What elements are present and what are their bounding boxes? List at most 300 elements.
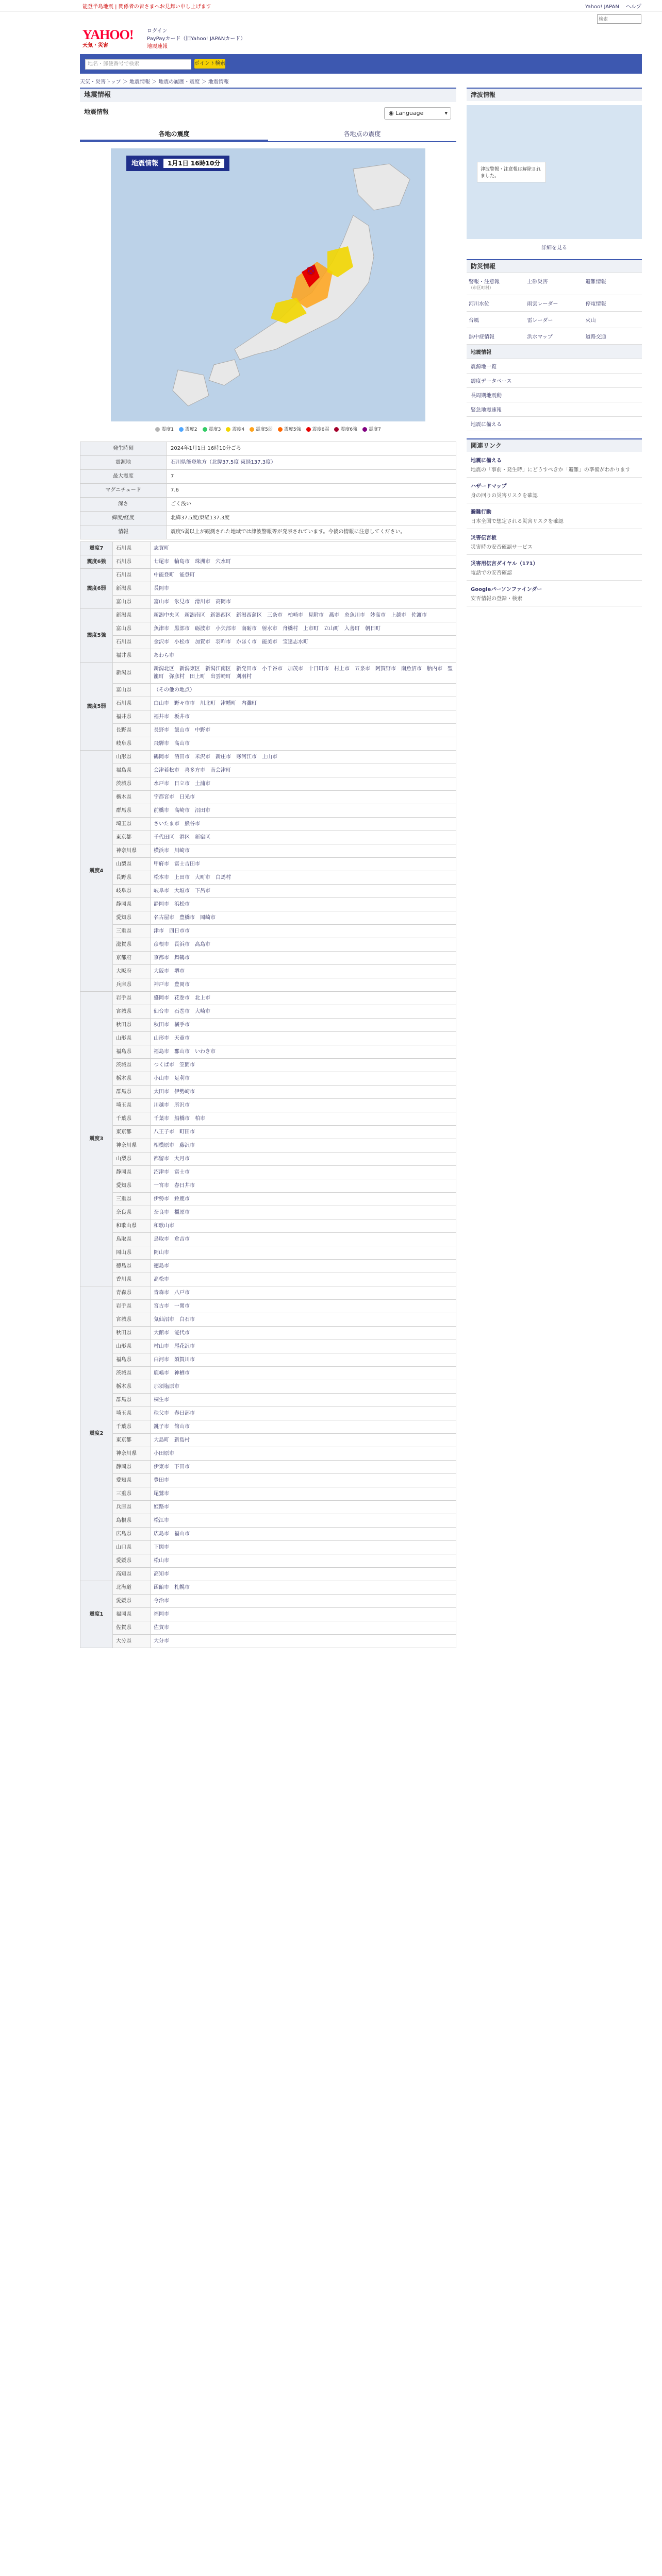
prefecture-name: 神奈川県 xyxy=(113,1139,151,1153)
intensity-legend xyxy=(111,426,425,432)
town-list[interactable]: 広島市 福山市 xyxy=(151,1528,456,1541)
town-list[interactable]: 下関市 xyxy=(151,1541,456,1554)
legend-swatch xyxy=(250,427,254,432)
intensity-row xyxy=(80,569,456,582)
header-search-input[interactable] xyxy=(597,14,641,24)
intensity-row xyxy=(80,622,456,636)
town-list[interactable]: 千葉市 船橋市 柏市 xyxy=(151,1112,456,1126)
town-list[interactable]: 盛岡市 花巻市 北上市 xyxy=(151,992,456,1005)
related-block[interactable] xyxy=(467,555,642,581)
breadcrumb[interactable]: 天気・災害トップ ＞ 地震情報 ＞ 地震の履歴・震度 ＞ 地震情報 xyxy=(80,79,229,85)
sidebar xyxy=(467,88,642,606)
intensity-row xyxy=(80,663,456,684)
intensity-row xyxy=(80,710,456,724)
prefecture-name: 山形県 xyxy=(113,1032,151,1045)
intensity-row xyxy=(80,1032,456,1045)
quake-links-head: 地震情報 xyxy=(467,345,642,359)
legend-item: 震度4 xyxy=(226,426,244,432)
town-list[interactable]: 一宮市 春日井市 xyxy=(151,1179,456,1193)
intensity-row xyxy=(80,1407,456,1420)
intensity-row xyxy=(80,1541,456,1554)
intensity-row xyxy=(80,1313,456,1327)
prefecture-name: 宮城県 xyxy=(113,1005,151,1019)
prefecture-name: 栃木県 xyxy=(113,791,151,804)
bousai-link[interactable] xyxy=(584,273,642,295)
town-list[interactable]: 仙台市 石巻市 大崎市 xyxy=(151,1005,456,1019)
quake-link[interactable]: 地震に備える xyxy=(467,417,642,431)
intensity-row xyxy=(80,818,456,831)
town-list[interactable]: 秋田市 横手市 xyxy=(151,1019,456,1032)
prefecture-name: 兵庫県 xyxy=(113,1501,151,1514)
intensity-level: 震度6強 xyxy=(80,555,113,569)
intensity-row xyxy=(80,1286,456,1300)
prefecture-name: 鳥取県 xyxy=(113,1233,151,1246)
town-list[interactable]: 都留市 大月市 xyxy=(151,1153,456,1166)
town-list[interactable]: 高知市 xyxy=(151,1568,456,1581)
bousai-link[interactable] xyxy=(584,312,642,328)
prefecture-name: 神奈川県 xyxy=(113,844,151,858)
intensity-row xyxy=(80,1447,456,1461)
town-list[interactable]: 伊東市 下田市 xyxy=(151,1461,456,1474)
intensity-row xyxy=(80,1233,456,1246)
town-list[interactable]: 富山市 氷見市 滑川市 高岡市 xyxy=(151,596,456,609)
town-list[interactable]: 今治市 xyxy=(151,1595,456,1608)
quake-flash-link[interactable]: 地震速報 xyxy=(147,44,168,49)
town-list[interactable]: 飛騨市 高山市 xyxy=(151,737,456,751)
intensity-row xyxy=(80,1340,456,1353)
nav-search-bar xyxy=(80,54,642,74)
info-key: 震源地 xyxy=(80,456,167,470)
prefecture-name: 宮城県 xyxy=(113,1313,151,1327)
prefecture-name: 富山県 xyxy=(113,622,151,636)
info-row xyxy=(80,512,456,526)
town-list[interactable]: 長岡市 xyxy=(151,582,456,596)
prefecture-name: 秋田県 xyxy=(113,1327,151,1340)
login-link[interactable]: ログイン xyxy=(147,28,168,34)
prefecture-name: 奈良県 xyxy=(113,1206,151,1219)
prefecture-name: 岩手県 xyxy=(113,992,151,1005)
related-link-title[interactable]: 地震に備える xyxy=(471,458,502,464)
legend-item: 震度5強 xyxy=(278,426,301,432)
prefecture-name: 山形県 xyxy=(113,751,151,764)
town-list[interactable]: 尾鷲市 xyxy=(151,1487,456,1501)
intensity-row xyxy=(80,885,456,898)
prefecture-name: 石川県 xyxy=(113,542,151,555)
related-link-title[interactable]: 災害用伝言ダイヤル（171） xyxy=(471,561,538,567)
intensity-row xyxy=(80,636,456,649)
town-list[interactable]: 和歌山市 xyxy=(151,1219,456,1233)
town-list[interactable]: 徳島市 xyxy=(151,1260,456,1273)
town-list[interactable]: 松江市 xyxy=(151,1514,456,1528)
info-value: 2024年1月1日 16時10分ごろ xyxy=(167,442,456,456)
town-list[interactable]: 岡山市 xyxy=(151,1246,456,1260)
prefecture-name: 静岡県 xyxy=(113,898,151,911)
town-list[interactable]: 甲府市 富士吉田市 xyxy=(151,858,456,871)
prefecture-name: 福島県 xyxy=(113,764,151,777)
intensity-row xyxy=(80,751,456,764)
intensity-row xyxy=(80,1353,456,1367)
town-list[interactable]: 川越市 所沢市 xyxy=(151,1099,456,1112)
intensity-row xyxy=(80,542,456,555)
prefecture-name: 群馬県 xyxy=(113,1086,151,1099)
prefecture-name: 徳島県 xyxy=(113,1260,151,1273)
town-list[interactable]: 岐阜市 大垣市 下呂市 xyxy=(151,885,456,898)
info-key: 緯度/経度 xyxy=(80,512,167,526)
town-list[interactable]: 青森市 八戸市 xyxy=(151,1286,456,1300)
intensity-row xyxy=(80,1367,456,1380)
related-link-title[interactable]: ハザードマップ xyxy=(471,484,507,489)
town-list[interactable]: 大阪市 堺市 xyxy=(151,965,456,978)
related-block[interactable] xyxy=(467,478,642,503)
related-block[interactable] xyxy=(467,581,642,606)
intensity-row xyxy=(80,911,456,925)
town-list[interactable]: 神戸市 豊岡市 xyxy=(151,978,456,992)
intensity-row xyxy=(80,1086,456,1099)
legend-swatch xyxy=(203,427,207,432)
quake-link[interactable]: 震源地一覧 xyxy=(467,359,642,374)
info-row xyxy=(80,442,456,456)
prefecture-name: 福島県 xyxy=(113,1353,151,1367)
town-list[interactable]: 鳥取市 倉吉市 xyxy=(151,1233,456,1246)
town-list[interactable]: 彦根市 長浜市 高島市 xyxy=(151,938,456,952)
town-list[interactable]: 村山市 尾花沢市 xyxy=(151,1340,456,1353)
language-select[interactable]: ◉ Language ▾ xyxy=(384,107,451,120)
intensity-row xyxy=(80,1045,456,1059)
intensity-row xyxy=(80,1581,456,1595)
intensity-row xyxy=(80,764,456,777)
intensity-level: 震度1 xyxy=(80,1581,113,1648)
bousai-link[interactable] xyxy=(525,295,583,312)
town-list[interactable]: 沼津市 富士市 xyxy=(151,1166,456,1179)
prefecture-name: 三重県 xyxy=(113,925,151,938)
intensity-level: 震度7 xyxy=(80,542,113,555)
tab-point-intensity[interactable]: 各地点の震度 xyxy=(343,130,381,138)
town-list[interactable]: 魚津市 黒部市 砺波市 小矢部市 南砺市 射水市 舟橋村 上市町 立山町 入善町 朝日町 xyxy=(151,622,456,636)
town-list[interactable]: つくば市 笠間市 xyxy=(151,1059,456,1072)
prefecture-name: 神奈川県 xyxy=(113,1447,151,1461)
prefecture-name: 群馬県 xyxy=(113,804,151,818)
town-list[interactable]: あわら市 xyxy=(151,649,456,663)
intensity-row xyxy=(80,777,456,791)
bousai-link[interactable] xyxy=(584,295,642,312)
paypay-card-link[interactable]: PayPayカード（旧Yahoo! JAPANカード） xyxy=(147,36,246,42)
related-link-desc: 電話での安否確認 xyxy=(471,570,512,576)
town-list[interactable]: 福岡市 xyxy=(151,1608,456,1621)
town-list[interactable]: 金沢市 小松市 加賀市 羽咋市 かほく市 能美市 宝達志水町 xyxy=(151,636,456,649)
legend-swatch xyxy=(226,427,230,432)
prefecture-name: 北海道 xyxy=(113,1581,151,1595)
prefecture-name: 静岡県 xyxy=(113,1166,151,1179)
intensity-row xyxy=(80,596,456,609)
bousai-link-label: 避難情報 xyxy=(585,279,606,285)
intensity-row xyxy=(80,1621,456,1635)
info-key: 深さ xyxy=(80,498,167,512)
town-list[interactable]: 太田市 伊勢崎市 xyxy=(151,1086,456,1099)
related-links xyxy=(467,452,642,606)
legend-item: 震度5弱 xyxy=(250,426,273,432)
prefecture-name: 新潟県 xyxy=(113,582,151,596)
legend-item: 震度1 xyxy=(155,426,174,432)
town-list[interactable]: 大館市 能代市 xyxy=(151,1327,456,1340)
quake-info-table xyxy=(80,442,456,539)
bousai-link-label: 警報・注意報 xyxy=(469,279,500,285)
tab-area-intensity[interactable]: 各地の震度 xyxy=(80,127,268,141)
info-key: マグニチュード xyxy=(80,484,167,498)
prefecture-name: 佐賀県 xyxy=(113,1621,151,1635)
bousai-link-label: 停電情報 xyxy=(585,301,606,307)
prefecture-name: 愛知県 xyxy=(113,1474,151,1487)
town-list[interactable]: 松山市 xyxy=(151,1554,456,1568)
town-list[interactable]: 秩父市 春日部市 xyxy=(151,1407,456,1420)
intensity-row xyxy=(80,1300,456,1313)
town-list[interactable]: 水戸市 日立市 土浦市 xyxy=(151,777,456,791)
intensity-row xyxy=(80,925,456,938)
town-list[interactable]: 伊勢市 鈴鹿市 xyxy=(151,1193,456,1206)
prefecture-name: 栃木県 xyxy=(113,1072,151,1086)
intensity-tabs xyxy=(80,127,456,142)
section-title: 地震情報 xyxy=(84,108,109,115)
prefecture-name: 愛媛県 xyxy=(113,1554,151,1568)
bousai-link[interactable] xyxy=(525,312,583,328)
town-list[interactable]: （その他の地点） xyxy=(151,684,456,697)
related-block[interactable] xyxy=(467,529,642,555)
intensity-row xyxy=(80,555,456,569)
quake-link[interactable]: 長周期地震動 xyxy=(467,388,642,402)
top-bar xyxy=(0,0,662,12)
town-list[interactable]: 中能登町 能登町 xyxy=(151,569,456,582)
town-list[interactable]: 佐賀市 xyxy=(151,1621,456,1635)
bousai-link[interactable] xyxy=(525,273,583,295)
prefecture-name: 富山県 xyxy=(113,684,151,697)
prefecture-name: 山梨県 xyxy=(113,1153,151,1166)
town-list[interactable]: 津市 四日市市 xyxy=(151,925,456,938)
info-value: 震度5弱以上が観測された地域では津波警報等が発表されています。今後の情報に注意してください。 xyxy=(167,526,456,539)
intensity-row xyxy=(80,1514,456,1528)
page-title: 地震情報 xyxy=(80,88,456,102)
prefecture-name: 京都府 xyxy=(113,952,151,965)
prefecture-name: 埼玉県 xyxy=(113,818,151,831)
prefecture-name: 長野県 xyxy=(113,724,151,737)
town-list[interactable]: 鹿嶋市 神栖市 xyxy=(151,1367,456,1380)
intensity-row xyxy=(80,844,456,858)
town-list[interactable]: 小山市 足利市 xyxy=(151,1072,456,1086)
prefecture-name: 愛知県 xyxy=(113,1179,151,1193)
town-list[interactable]: 七尾市 輪島市 珠洲市 穴水町 xyxy=(151,555,456,569)
town-list[interactable]: 宮古市 一関市 xyxy=(151,1300,456,1313)
related-link-title[interactable]: 避難行動 xyxy=(471,510,491,515)
intensity-row xyxy=(80,1394,456,1407)
quake-link[interactable]: 震度データベース xyxy=(467,374,642,388)
intensity-level: 震度2 xyxy=(80,1286,113,1581)
bousai-link-label: 洪水マップ xyxy=(527,334,553,340)
town-list[interactable]: 奈良市 橿原市 xyxy=(151,1206,456,1219)
town-list[interactable]: 桐生市 xyxy=(151,1394,456,1407)
related-link-title[interactable]: 災害伝言板 xyxy=(471,535,496,541)
bousai-link-label: 道路交通 xyxy=(585,334,606,340)
intensity-row xyxy=(80,737,456,751)
town-list[interactable]: 小田原市 xyxy=(151,1447,456,1461)
town-list[interactable]: 銚子市 館山市 xyxy=(151,1420,456,1434)
tsunami-map[interactable] xyxy=(467,105,642,239)
bousai-link[interactable] xyxy=(467,328,525,345)
info-row xyxy=(80,498,456,512)
town-list[interactable]: 八王子市 町田市 xyxy=(151,1126,456,1139)
point-search-button[interactable]: ポイント検索 xyxy=(194,59,225,69)
intensity-row xyxy=(80,1072,456,1086)
prefecture-name: 千葉県 xyxy=(113,1420,151,1434)
town-list[interactable]: 大分市 xyxy=(151,1635,456,1648)
town-list[interactable]: 千代田区 港区 新宿区 xyxy=(151,831,456,844)
quake-links xyxy=(467,359,642,431)
legend-swatch xyxy=(155,427,160,432)
map-date: 1月1日 16時10分 xyxy=(163,159,224,168)
town-list[interactable]: 松本市 上田市 大町市 白馬村 xyxy=(151,871,456,885)
prefecture-name: 新潟県 xyxy=(113,663,151,684)
intensity-row xyxy=(80,978,456,992)
bousai-link-label: 土砂災害 xyxy=(527,279,548,285)
earthquake-map[interactable] xyxy=(111,148,425,421)
bousai-link[interactable] xyxy=(467,295,525,312)
intensity-row xyxy=(80,1139,456,1153)
town-list[interactable]: 姫路市 xyxy=(151,1501,456,1514)
prefecture-name: 新潟県 xyxy=(113,609,151,622)
intensity-row xyxy=(80,1420,456,1434)
town-list[interactable]: 宇都宮市 日光市 xyxy=(151,791,456,804)
prefecture-name: 東京都 xyxy=(113,1126,151,1139)
prefecture-name: 石川県 xyxy=(113,569,151,582)
prefecture-name: 大分県 xyxy=(113,1635,151,1648)
town-list[interactable]: 志賀町 xyxy=(151,542,456,555)
town-list[interactable]: 山形市 天童市 xyxy=(151,1032,456,1045)
related-link-desc: 災害時の安否確認サービス xyxy=(471,545,533,550)
bousai-link[interactable] xyxy=(584,328,642,345)
prefecture-name: 秋田県 xyxy=(113,1019,151,1032)
prefecture-name: 石川県 xyxy=(113,555,151,569)
legend-item: 震度7 xyxy=(362,426,381,432)
intensity-row xyxy=(80,1501,456,1514)
intensity-row xyxy=(80,1528,456,1541)
town-list[interactable]: 福井市 坂井市 xyxy=(151,710,456,724)
intensity-row xyxy=(80,858,456,871)
town-list[interactable]: 白山市 野々市市 川北町 津幡町 内灘町 xyxy=(151,697,456,710)
prefecture-name: 島根県 xyxy=(113,1514,151,1528)
info-row xyxy=(80,470,456,484)
prefecture-name: 愛知県 xyxy=(113,911,151,925)
quake-link[interactable]: 緊急地震速報 xyxy=(467,402,642,417)
related-block[interactable] xyxy=(467,452,642,478)
info-key: 発生時刻 xyxy=(80,442,167,456)
bousai-link[interactable] xyxy=(525,328,583,345)
town-list[interactable]: 前橋市 高崎市 沼田市 xyxy=(151,804,456,818)
prefecture-name: 東京都 xyxy=(113,1434,151,1447)
info-value: 石川県能登地方（北緯37.5度 東経137.3度） xyxy=(167,456,456,470)
info-value: 7.6 xyxy=(167,484,456,498)
town-list[interactable]: 函館市 札幌市 xyxy=(151,1581,456,1595)
tsunami-detail-link[interactable]: 詳細を見る xyxy=(541,245,567,251)
prefecture-name: 石川県 xyxy=(113,697,151,710)
intensity-row xyxy=(80,791,456,804)
intensity-row xyxy=(80,1434,456,1447)
prefecture-name: 岡山県 xyxy=(113,1246,151,1260)
town-list[interactable]: 相模原市 藤沢市 xyxy=(151,1139,456,1153)
town-list[interactable]: 京都市 舞鶴市 xyxy=(151,952,456,965)
intensity-row xyxy=(80,1219,456,1233)
town-list[interactable]: 鶴岡市 酒田市 米沢市 新庄市 寒河江市 上山市 xyxy=(151,751,456,764)
intensity-row xyxy=(80,831,456,844)
intensity-row xyxy=(80,697,456,710)
prefecture-name: 石川県 xyxy=(113,636,151,649)
globe-icon: ◉ xyxy=(389,110,396,116)
town-list[interactable]: 高松市 xyxy=(151,1273,456,1286)
legend-swatch xyxy=(278,427,283,432)
tsunami-title: 津波情報 xyxy=(467,88,642,101)
prefecture-name: 福岡県 xyxy=(113,1608,151,1621)
prefecture-name: 高知県 xyxy=(113,1568,151,1581)
town-list[interactable]: 豊田市 xyxy=(151,1474,456,1487)
town-list[interactable]: 大島町 新島村 xyxy=(151,1434,456,1447)
prefecture-name: 福島県 xyxy=(113,1045,151,1059)
town-list[interactable]: 新潟中央区 新潟南区 新潟西区 新潟西蒲区 三条市 柏崎市 見附市 燕市 糸魚川市 妙高市 上越市 佐渡市 xyxy=(151,609,456,622)
map-banner: 地震情報 1月1日 16時10分 xyxy=(126,156,229,171)
bousai-link[interactable] xyxy=(467,273,525,295)
intensity-row xyxy=(80,1554,456,1568)
town-list[interactable]: 福島市 郡山市 いわき市 xyxy=(151,1045,456,1059)
intensity-level: 震度4 xyxy=(80,751,113,992)
town-list[interactable]: さいたま市 熊谷市 xyxy=(151,818,456,831)
yahoo-japan-link[interactable]: Yahoo! JAPAN xyxy=(585,4,619,10)
town-list[interactable]: 横浜市 川崎市 xyxy=(151,844,456,858)
bousai-link-label: 熱中症情報 xyxy=(469,334,494,340)
town-list[interactable]: 那須塩原市 xyxy=(151,1380,456,1394)
town-list[interactable]: 名古屋市 豊橋市 岡崎市 xyxy=(151,911,456,925)
town-list[interactable]: 静岡市 浜松市 xyxy=(151,898,456,911)
intensity-row xyxy=(80,938,456,952)
related-link-title[interactable]: Googleパーソンファインダー xyxy=(471,587,542,592)
japan-map-svg xyxy=(111,148,425,421)
town-list[interactable]: 気仙沼市 白石市 xyxy=(151,1313,456,1327)
intensity-level: 震度5弱 xyxy=(80,663,113,751)
related-link-desc: 地震の「事前・発生時」にどうすべきか「避難」の準備がわかります xyxy=(471,467,631,473)
town-list[interactable]: 白河市 須賀川市 xyxy=(151,1353,456,1367)
yahoo-logo[interactable]: YAHOO! 天気・災害 xyxy=(82,27,134,48)
intensity-row xyxy=(80,1246,456,1260)
help-link[interactable]: ヘルプ xyxy=(626,4,641,10)
prefecture-name: 富山県 xyxy=(113,596,151,609)
intensity-row xyxy=(80,952,456,965)
prefecture-name: 山形県 xyxy=(113,1340,151,1353)
prefecture-name: 香川県 xyxy=(113,1273,151,1286)
intensity-row xyxy=(80,1487,456,1501)
prefecture-name: 愛媛県 xyxy=(113,1595,151,1608)
intensity-row xyxy=(80,1260,456,1273)
intensity-row xyxy=(80,684,456,697)
town-list[interactable]: 会津若松市 喜多方市 南会津町 xyxy=(151,764,456,777)
related-block[interactable] xyxy=(467,503,642,529)
related-link-desc: 安否情報の登録・検索 xyxy=(471,596,522,602)
intensity-level: 震度5強 xyxy=(80,609,113,663)
main-content xyxy=(80,88,456,1648)
intensity-row xyxy=(80,1474,456,1487)
town-list[interactable]: 長野市 飯山市 中野市 xyxy=(151,724,456,737)
intensity-row xyxy=(80,1206,456,1219)
prefecture-name: 青森県 xyxy=(113,1286,151,1300)
intensity-row xyxy=(80,1193,456,1206)
prefecture-name: 群馬県 xyxy=(113,1394,151,1407)
town-list[interactable]: 新潟北区 新潟東区 新潟江南区 新発田市 小千谷市 加茂市 十日町市 村上市 五泉市 阿賀野市 南魚沼市 胎内市 聖籠町 弥彦村 田上町 出雲崎町 刈羽村 xyxy=(151,663,456,684)
top-alert-link[interactable]: 能登半島地震 | 関係者の皆さまへお見舞い申し上げます xyxy=(82,4,211,10)
bousai-link[interactable] xyxy=(467,312,525,328)
location-search-input[interactable]: 地名・郵便番号で検索 xyxy=(85,59,191,70)
